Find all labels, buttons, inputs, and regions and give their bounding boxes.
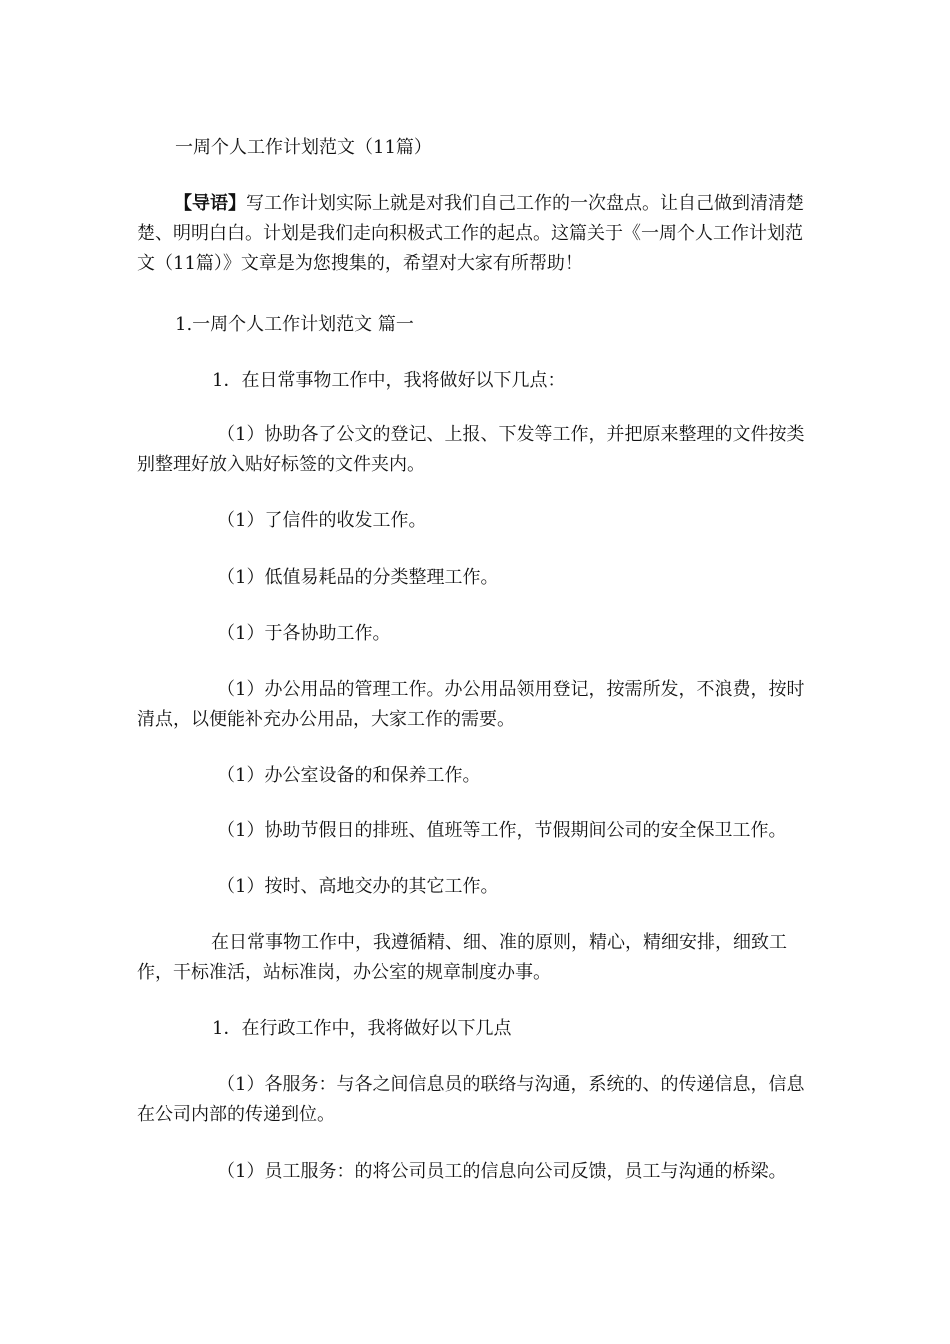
body-paragraph: 在日常事物工作中，我遵循精、细、准的原则，精心，精细安排，细致工作，干标准活，站标准岗，办公室的规章制度办事。 bbox=[137, 932, 787, 983]
subsection-heading-daily: 1．在日常事物工作中，我将做好以下几点： bbox=[212, 370, 566, 391]
list-item: （1）按时、高地交办的其它工作。 bbox=[217, 876, 499, 897]
intro-text: 写工作计划实际上就是对我们自己工作的一次盘点。让自己做到清清楚楚、明明白白。计划是我们走向积极式工作的起点。这篇关于《一周个人工作计划范文（11篇）》文章是为您搜集的，希望对大家有所帮助！ bbox=[137, 193, 804, 274]
document-title: 一周个人工作计划范文（11篇） bbox=[175, 137, 432, 158]
list-item: （1）协助各了公文的登记、上报、下发等工作，并把原来整理的文件按类别整理好放入贴好标签的文件夹内。 bbox=[137, 424, 805, 475]
list-item: （1）于各协助工作。 bbox=[217, 623, 391, 644]
list-item: （1）员工服务：的将公司员工的信息向公司反馈，员工与沟通的桥梁。 bbox=[217, 1161, 787, 1182]
intro-tag: 【导语】 bbox=[174, 193, 246, 214]
list-item: （1）办公用品的管理工作。办公用品领用登记，按需所发，不浪费，按时清点，以便能补充办公用品，大家工作的需要。 bbox=[137, 679, 805, 730]
subsection-heading-admin: 1．在行政工作中，我将做好以下几点 bbox=[212, 1018, 512, 1039]
section-heading: 1.一周个人工作计划范文 篇一 bbox=[175, 314, 414, 335]
intro-paragraph bbox=[137, 189, 817, 279]
list-item: （1）协助节假日的排班、值班等工作，节假期间公司的安全保卫工作。 bbox=[217, 820, 787, 841]
list-item: （1）了信件的收发工作。 bbox=[217, 510, 427, 531]
list-item: （1）办公室设备的和保养工作。 bbox=[217, 765, 481, 786]
list-item: （1）各服务：与各之间信息员的联络与沟通，系统的、的传递信息，信息在公司内部的传递到位。 bbox=[137, 1074, 805, 1125]
list-item: （1）低值易耗品的分类整理工作。 bbox=[217, 567, 499, 588]
